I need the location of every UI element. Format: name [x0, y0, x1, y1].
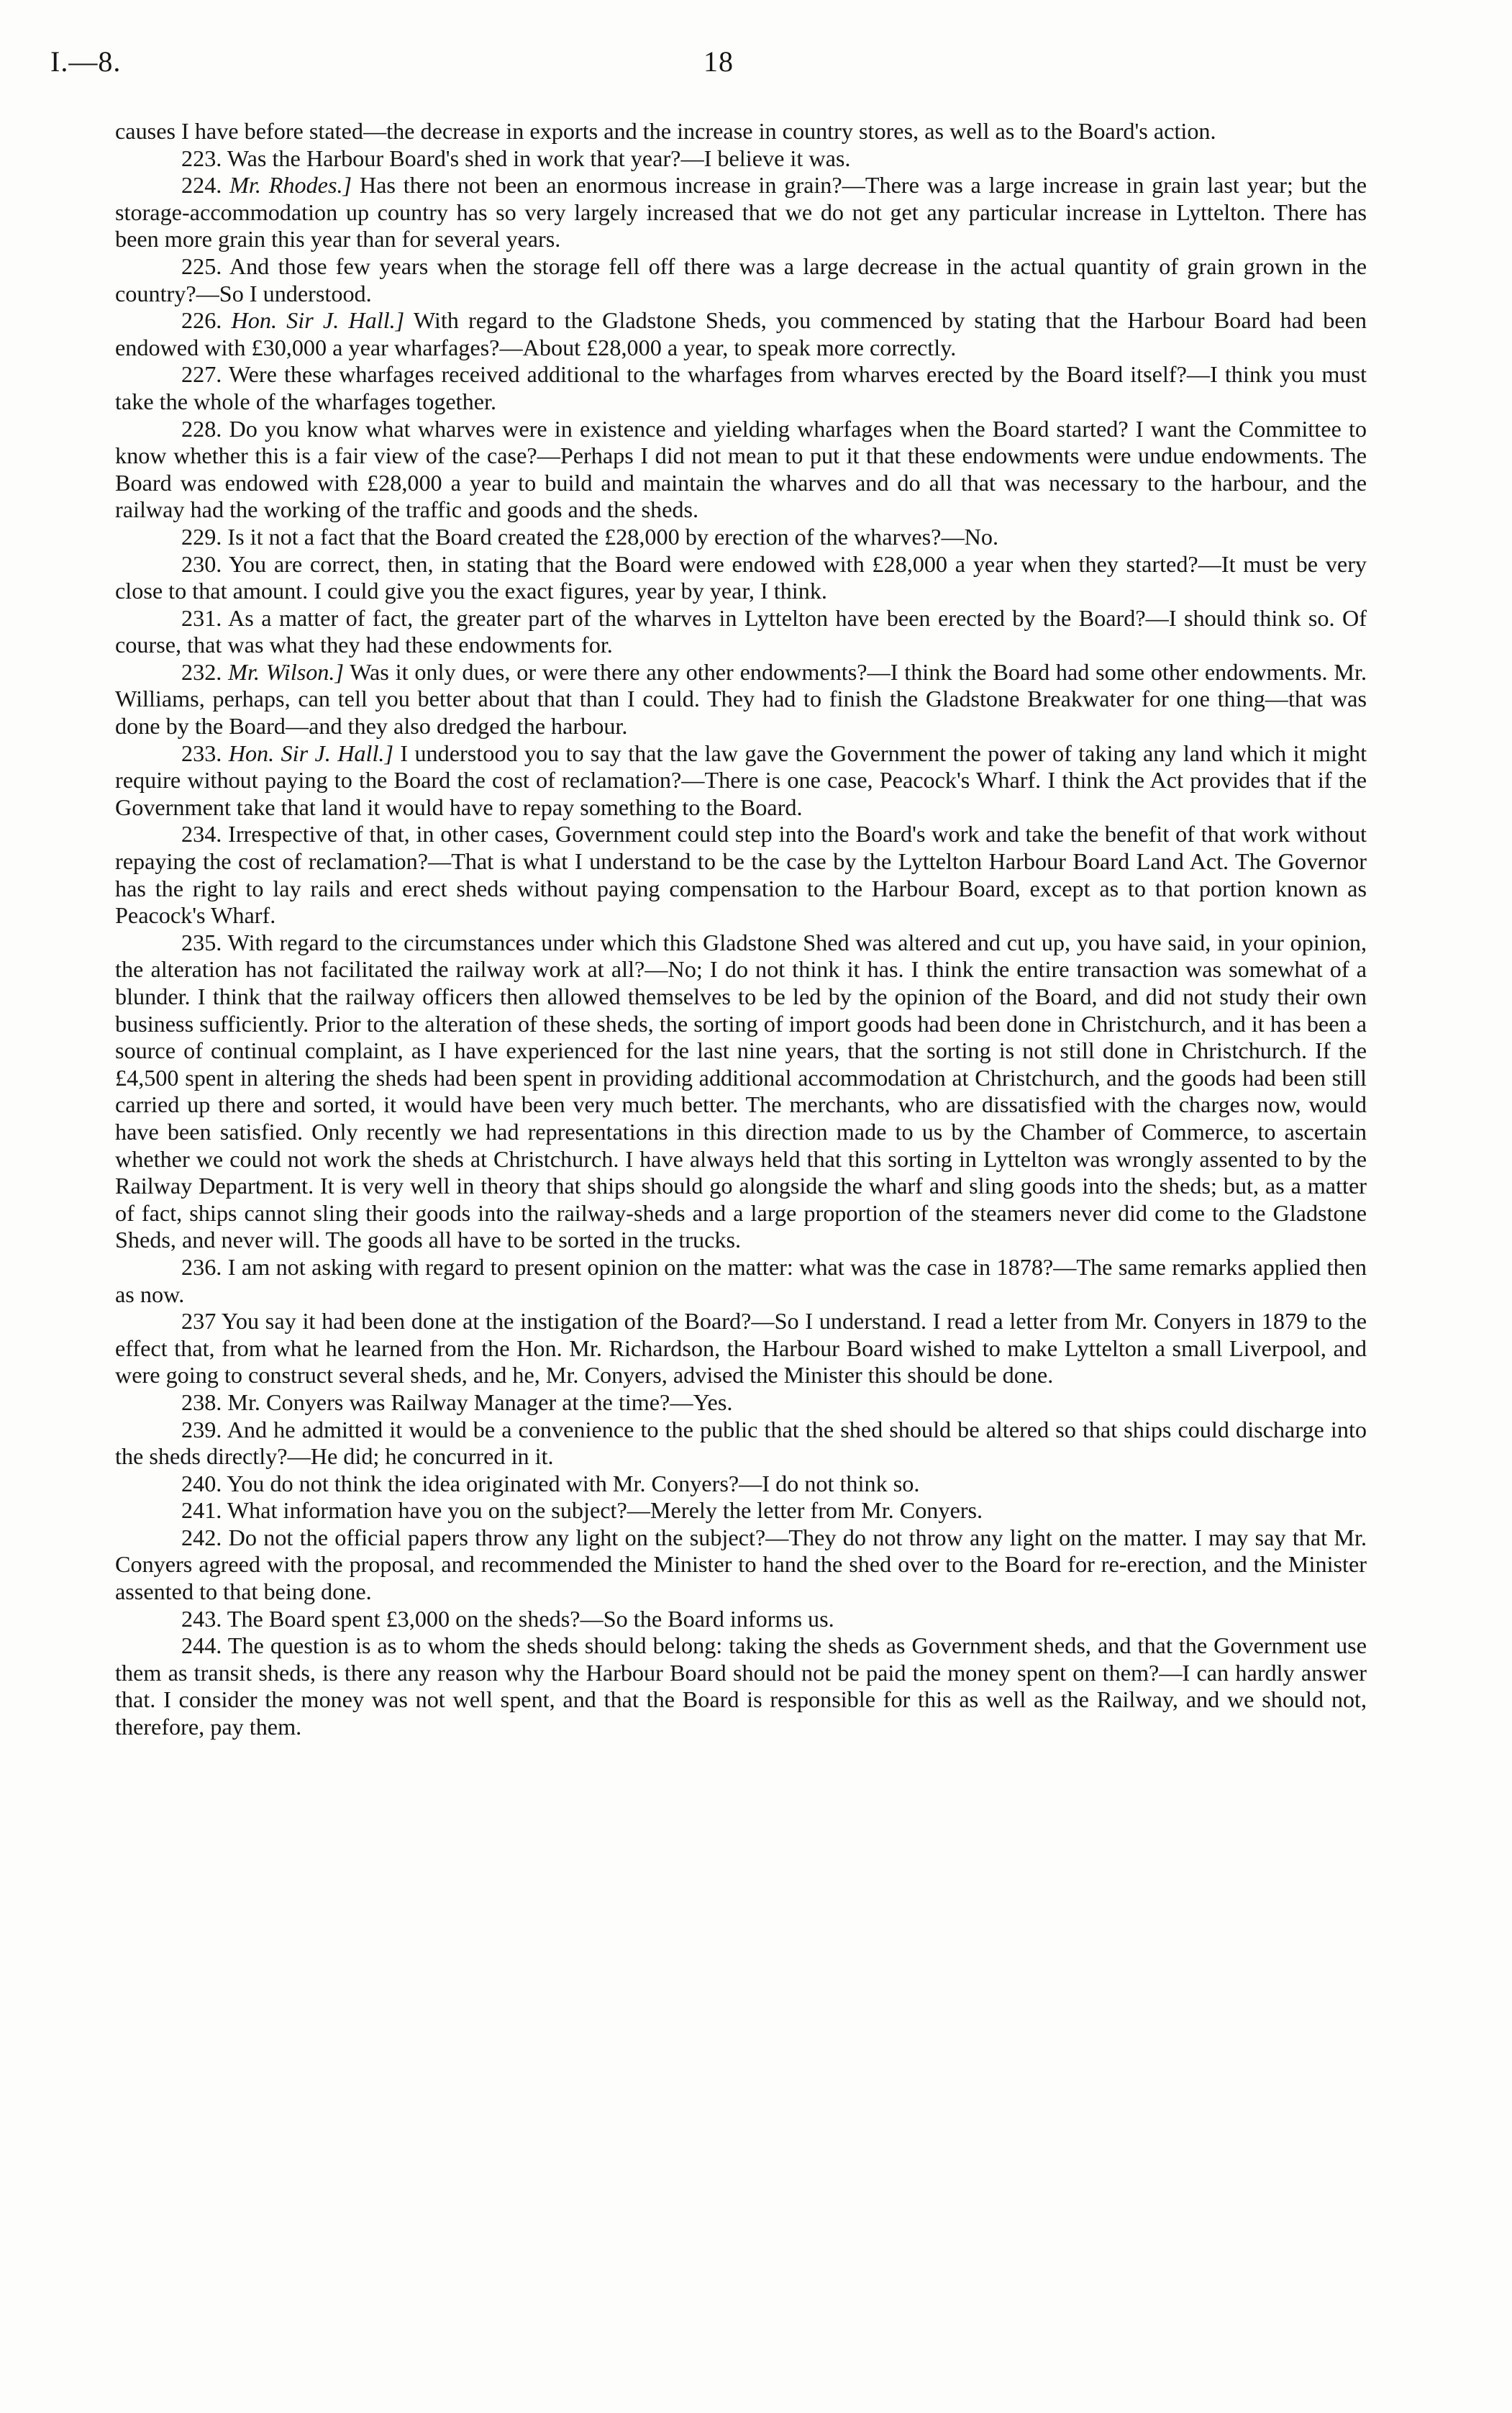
paragraph [115, 1632, 1367, 1740]
question-number: 242. [181, 1524, 222, 1550]
paragraph [115, 605, 1367, 659]
question-number: 235. [181, 929, 222, 955]
paragraph [115, 172, 1367, 253]
question-number: 223. [181, 145, 222, 171]
question-number: 239. [181, 1416, 222, 1442]
question-number: 234. [181, 821, 222, 847]
paragraph-text: Was the Harbour Board's shed in work that year?—I believe it was. [227, 145, 851, 171]
paragraph-text: Do you know what wharves were in existence and yielding wharfages when the Board started? I want the Committee to know whether this is a fair view of the case?—Perhaps I did not mean to put it that these endowments were undue endowments. The Board was endowed with £28,000 a year to build and maintain the wharves and do all that was necessary to the harbour, and the railway had the working of the traffic and goods and the sheds. [115, 415, 1367, 523]
paragraph [115, 930, 1367, 1254]
paragraph-text: You are correct, then, in stating that the Board were endowed with £28,000 a year when they started?—It must be very close to that amount. I could give you the exact figures, year by year, I think. [115, 550, 1367, 604]
question-number: 228. [181, 415, 222, 442]
question-number: 231. [181, 604, 222, 631]
speaker-name: Hon. Sir J. Hall.] [228, 740, 393, 766]
paragraph-text: causes I have before stated—the decrease in exports and the increase in country stores, as well as to the Board's action. [115, 118, 1216, 144]
paragraph-text: And those few years when the storage fell off there was a large decrease in the actual quantity of grain grown in the country?—So I understood. [115, 253, 1367, 306]
paragraph [115, 1417, 1367, 1471]
document-reference: I.—8. [50, 45, 122, 78]
paragraph [115, 416, 1367, 524]
question-number: 227. [181, 361, 222, 388]
paragraph-text: I understood you to say that the law gave the Government the power of taking any land which it might require without paying to the Board the cost of reclamation?—There is one case, Peacock's Wharf. I think the Act provides that if the Government take that land it would have to repay something to the Board. [115, 740, 1367, 820]
question-number: 237 [181, 1308, 217, 1335]
paragraph [115, 1497, 1367, 1524]
question-number: 230. [181, 550, 222, 577]
question-number: 244. [181, 1632, 222, 1659]
paragraph [115, 1308, 1367, 1389]
paragraph-text: And he admitted it would be a convenience to the public that the shed should be altered so that ships could discharge into the sheds directly?—He did; he concurred in it. [115, 1416, 1367, 1470]
paragraph [115, 253, 1367, 307]
question-number: 236. [181, 1253, 222, 1280]
paragraph [115, 524, 1367, 551]
question-number: 243. [181, 1605, 222, 1632]
paragraph-text: Were these wharfages received additional to the wharfages from wharves erected by the Board itself?—I think you must take the whole of the wharfages together. [115, 361, 1367, 414]
speaker-name: Mr. Rhodes.] [229, 172, 352, 199]
paragraph [115, 1524, 1367, 1606]
paragraph [115, 1254, 1367, 1308]
paragraph-text: With regard to the Gladstone Sheds, you commenced by stating that the Harbour Board had been endowed with £30,000 a year wharfages?—About £28,000 a year, to speak more correctly. [115, 307, 1367, 360]
paragraph [115, 551, 1367, 605]
paragraph-text: Is it not a fact that the Board created the £28,000 by erection of the wharves?—No. [227, 523, 999, 550]
paragraph [115, 361, 1367, 415]
paragraph [115, 740, 1367, 822]
paragraph [115, 1389, 1367, 1417]
paragraph-text: You do not think the idea originated with Mr. Conyers?—I do not think so. [227, 1470, 920, 1496]
document-body [115, 118, 1367, 1741]
paragraph-text: I am not asking with regard to present opinion on the matter: what was the case in 1878?—The same remarks applied then as now. [115, 1253, 1367, 1307]
question-number: 241. [181, 1497, 222, 1524]
speaker-name: Mr. Wilson.] [228, 658, 344, 685]
paragraph-text: With regard to the circumstances under which this Gladstone Shed was altered and cut up, you have said, in your opinion, the alteration has not facilitated the railway work at all?—No; I do not think it has. I think the entire transaction was somewhat of a blunder. I think that the railway officers then allowed themselves to be led by the opinion of the Board, and did not study their own business sufficiently. Prior to the alteration of these sheds, the sorting of import goods had been done in Christchurch, and it has been a source of continual complaint, as I have experienced for the last nine years, that the sorting is not still done in Christchurch. If the £4,500 spent in altering the sheds had been spent in providing additional accommodation at Christchurch, and the goods had been still carried up there and sorted, it would have been very much better. The merchants, who are dissatisfied with the charges now, would have been satisfied. Only recently we had representations in this direction made to us by the Chamber of Commerce, to ascertain whether we could not work the sheds at Christchurch. I have always held that this sorting in Lyttelton was wrongly assented to by the Railway Department. It is very well in theory that ships should go alongside the wharf and sling goods into the sheds; but, as a matter of fact, ships cannot sling their goods into the railway-sheds and a large proportion of the steamers never did come to the Gladstone Sheds, and never will. The goods all have to be sorted in the trucks. [115, 929, 1367, 1253]
page-number: 18 [703, 45, 734, 78]
question-number: 238. [181, 1389, 222, 1415]
paragraph [115, 1471, 1367, 1498]
question-number: 233. [181, 740, 222, 766]
paragraph-text: As a matter of fact, the greater part of the wharves in Lyttelton have been erected by the Board?—I should think so. Of course, that was what they had these endowments for. [115, 604, 1367, 658]
question-number: 229. [181, 523, 222, 550]
question-number: 240. [181, 1470, 222, 1496]
question-number: 225. [181, 253, 222, 279]
paragraph [115, 821, 1367, 929]
paragraph-text: You say it had been done at the instigation of the Board?—So I understand. I read a letter from Mr. Conyers in 1879 to the effect that, from what he learned from the Hon. Mr. Richardson, the Harbour Board wished to make Lyttelton a small Liverpool, and were going to construct several sheds, and he, Mr. Conyers, advised the Minister this should be done. [115, 1308, 1367, 1389]
speaker-name: Hon. Sir J. Hall.] [231, 307, 405, 334]
paragraph-text: Irrespective of that, in other cases, Government could step into the Board's work and take the benefit of that work without repaying the cost of reclamation?—That is what I understand to be the case by the Lyttelton Harbour Board Land Act. The Governor has the right to lay rails and erect sheds without paying compensation to the Harbour Board, except as to that portion known as Peacock's Wharf. [115, 821, 1367, 929]
question-number: 232. [181, 658, 222, 685]
paragraph-text: What information have you on the subject?—Merely the letter from Mr. Conyers. [227, 1497, 983, 1524]
paragraph-text: Do not the official papers throw any light on the subject?—They do not throw any light on the matter. I may say that Mr. Conyers agreed with the proposal, and recommended the Minister to hand the shed over to the Board for re-erection, and the Minister assented to that being done. [115, 1524, 1367, 1605]
paragraph-text: Mr. Conyers was Railway Manager at the time?—Yes. [227, 1389, 733, 1415]
paragraph-text: The Board spent £3,000 on the sheds?—So the Board informs us. [227, 1605, 834, 1632]
question-number: 226. [181, 307, 222, 334]
paragraph-text: Has there not been an enormous increase in grain?—There was a large increase in grain last year; but the storage-accommodation up country has so very largely increased that we do not get any particular increase in Lyttelton. There has been more grain this year than for several years. [115, 172, 1367, 253]
paragraph [115, 145, 1367, 173]
question-number: 224. [181, 172, 222, 199]
paragraph [115, 659, 1367, 740]
paragraph-text: Was it only dues, or were there any other endowments?—I think the Board had some other endowments. Mr. Williams, perhaps, can tell you better about that than I could. They had to finish the Gladstone Breakwater for one thing—that was done by the Board—and they also dredged the harbour. [115, 658, 1367, 740]
paragraph [115, 1606, 1367, 1633]
paragraph [115, 307, 1367, 361]
paragraph [115, 118, 1367, 145]
paragraph-text: The question is as to whom the sheds should belong: taking the sheds as Government sheds, and that the Government use them as transit sheds, is there any reason why the Harbour Board should not be paid the money spent on them?—I can hardly answer that. I consider the money was not well spent, and that the Board is responsible for this as well as the Railway, and we should not, therefore, pay them. [115, 1632, 1367, 1740]
